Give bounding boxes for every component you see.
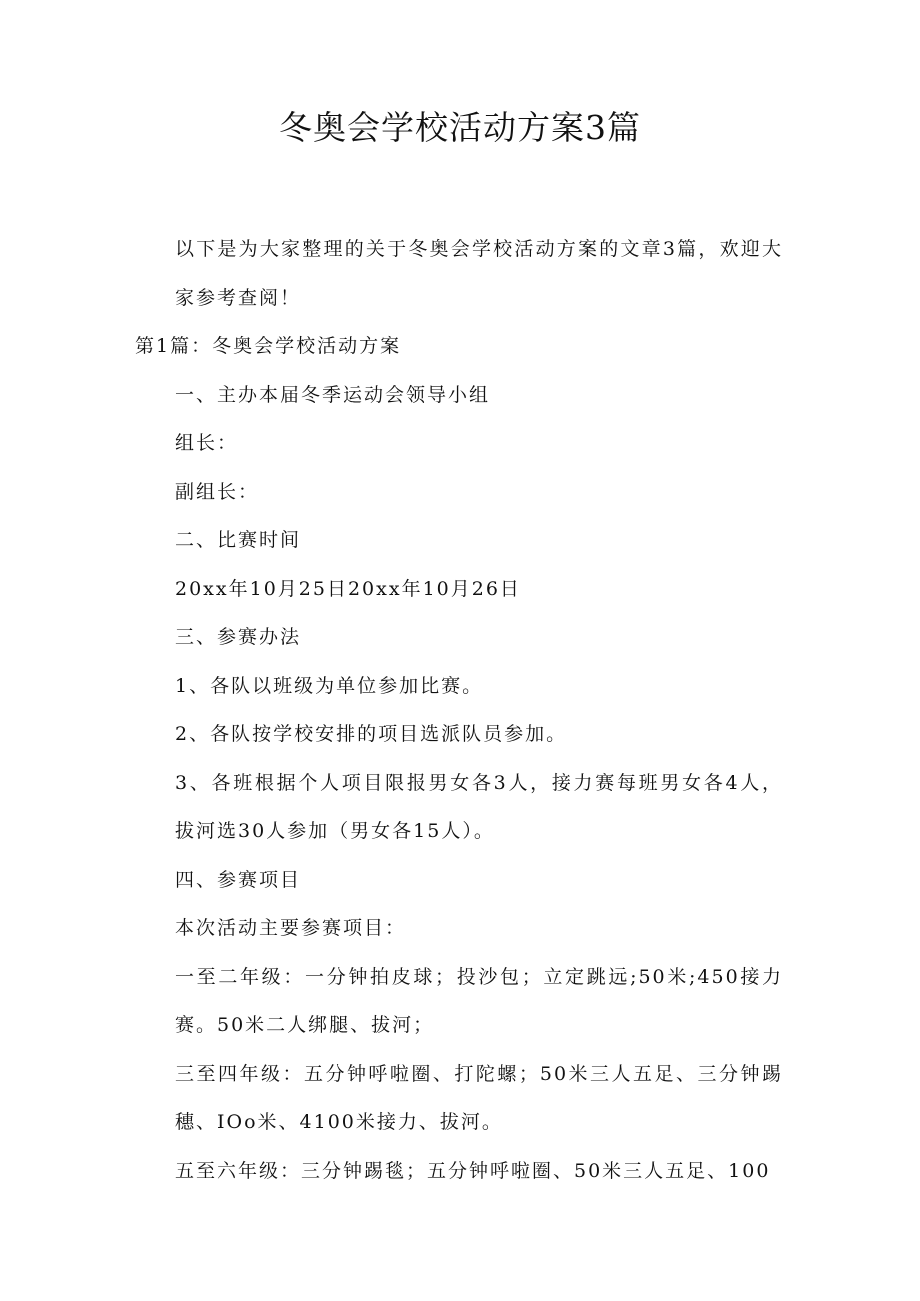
item-heading-1: 一、主办本届冬季运动会领导小组 — [175, 383, 491, 406]
item-heading-3: 三、参赛办法 — [175, 626, 302, 648]
rule-1: 1、各队以班级为单位参加比赛。 — [175, 674, 484, 697]
events-intro: 本次活动主要参赛项目： — [175, 917, 407, 939]
item-heading-2: 二、比赛时间 — [175, 529, 302, 551]
events-grade-3-4: 三至四年级：五分钟呼啦圈、打陀螺；50米三人五足、三分钟踢穗、IOo米、4100米接力、拔河。 — [175, 1062, 783, 1133]
events-grade-5-6: 五至六年级：三分钟踢毯；五分钟呼啦圈、50米三人五足、100 — [175, 1159, 771, 1182]
document-title: 冬奥会学校活动方案3篇 — [279, 108, 641, 147]
leader-line: 组长： — [175, 432, 239, 454]
document-body — [135, 225, 783, 1195]
deputy-leader-line: 副组长： — [175, 480, 260, 503]
section-heading-1: 第1篇：冬奥会学校活动方案 — [135, 335, 402, 357]
rule-2: 2、各队按学校安排的项目选派队员参加。 — [175, 723, 568, 745]
intro-paragraph: 以下是为大家整理的关于冬奥会学校活动方案的文章3篇，欢迎大家参考查阅！ — [175, 238, 783, 309]
events-grade-1-2: 一至二年级：一分钟拍皮球；投沙包；立定跳远;50米;450接力赛。50米二人绑腿、拔河； — [175, 965, 783, 1036]
date-line: 20xx年10月25日20xx年10月26日 — [175, 577, 521, 600]
item-heading-4: 四、参赛项目 — [175, 868, 302, 891]
rule-3: 3、各班根据个人项目限报男女各3人，接力赛每班男女各4人，拔河选30人参加（男女各15人）。 — [175, 771, 783, 842]
